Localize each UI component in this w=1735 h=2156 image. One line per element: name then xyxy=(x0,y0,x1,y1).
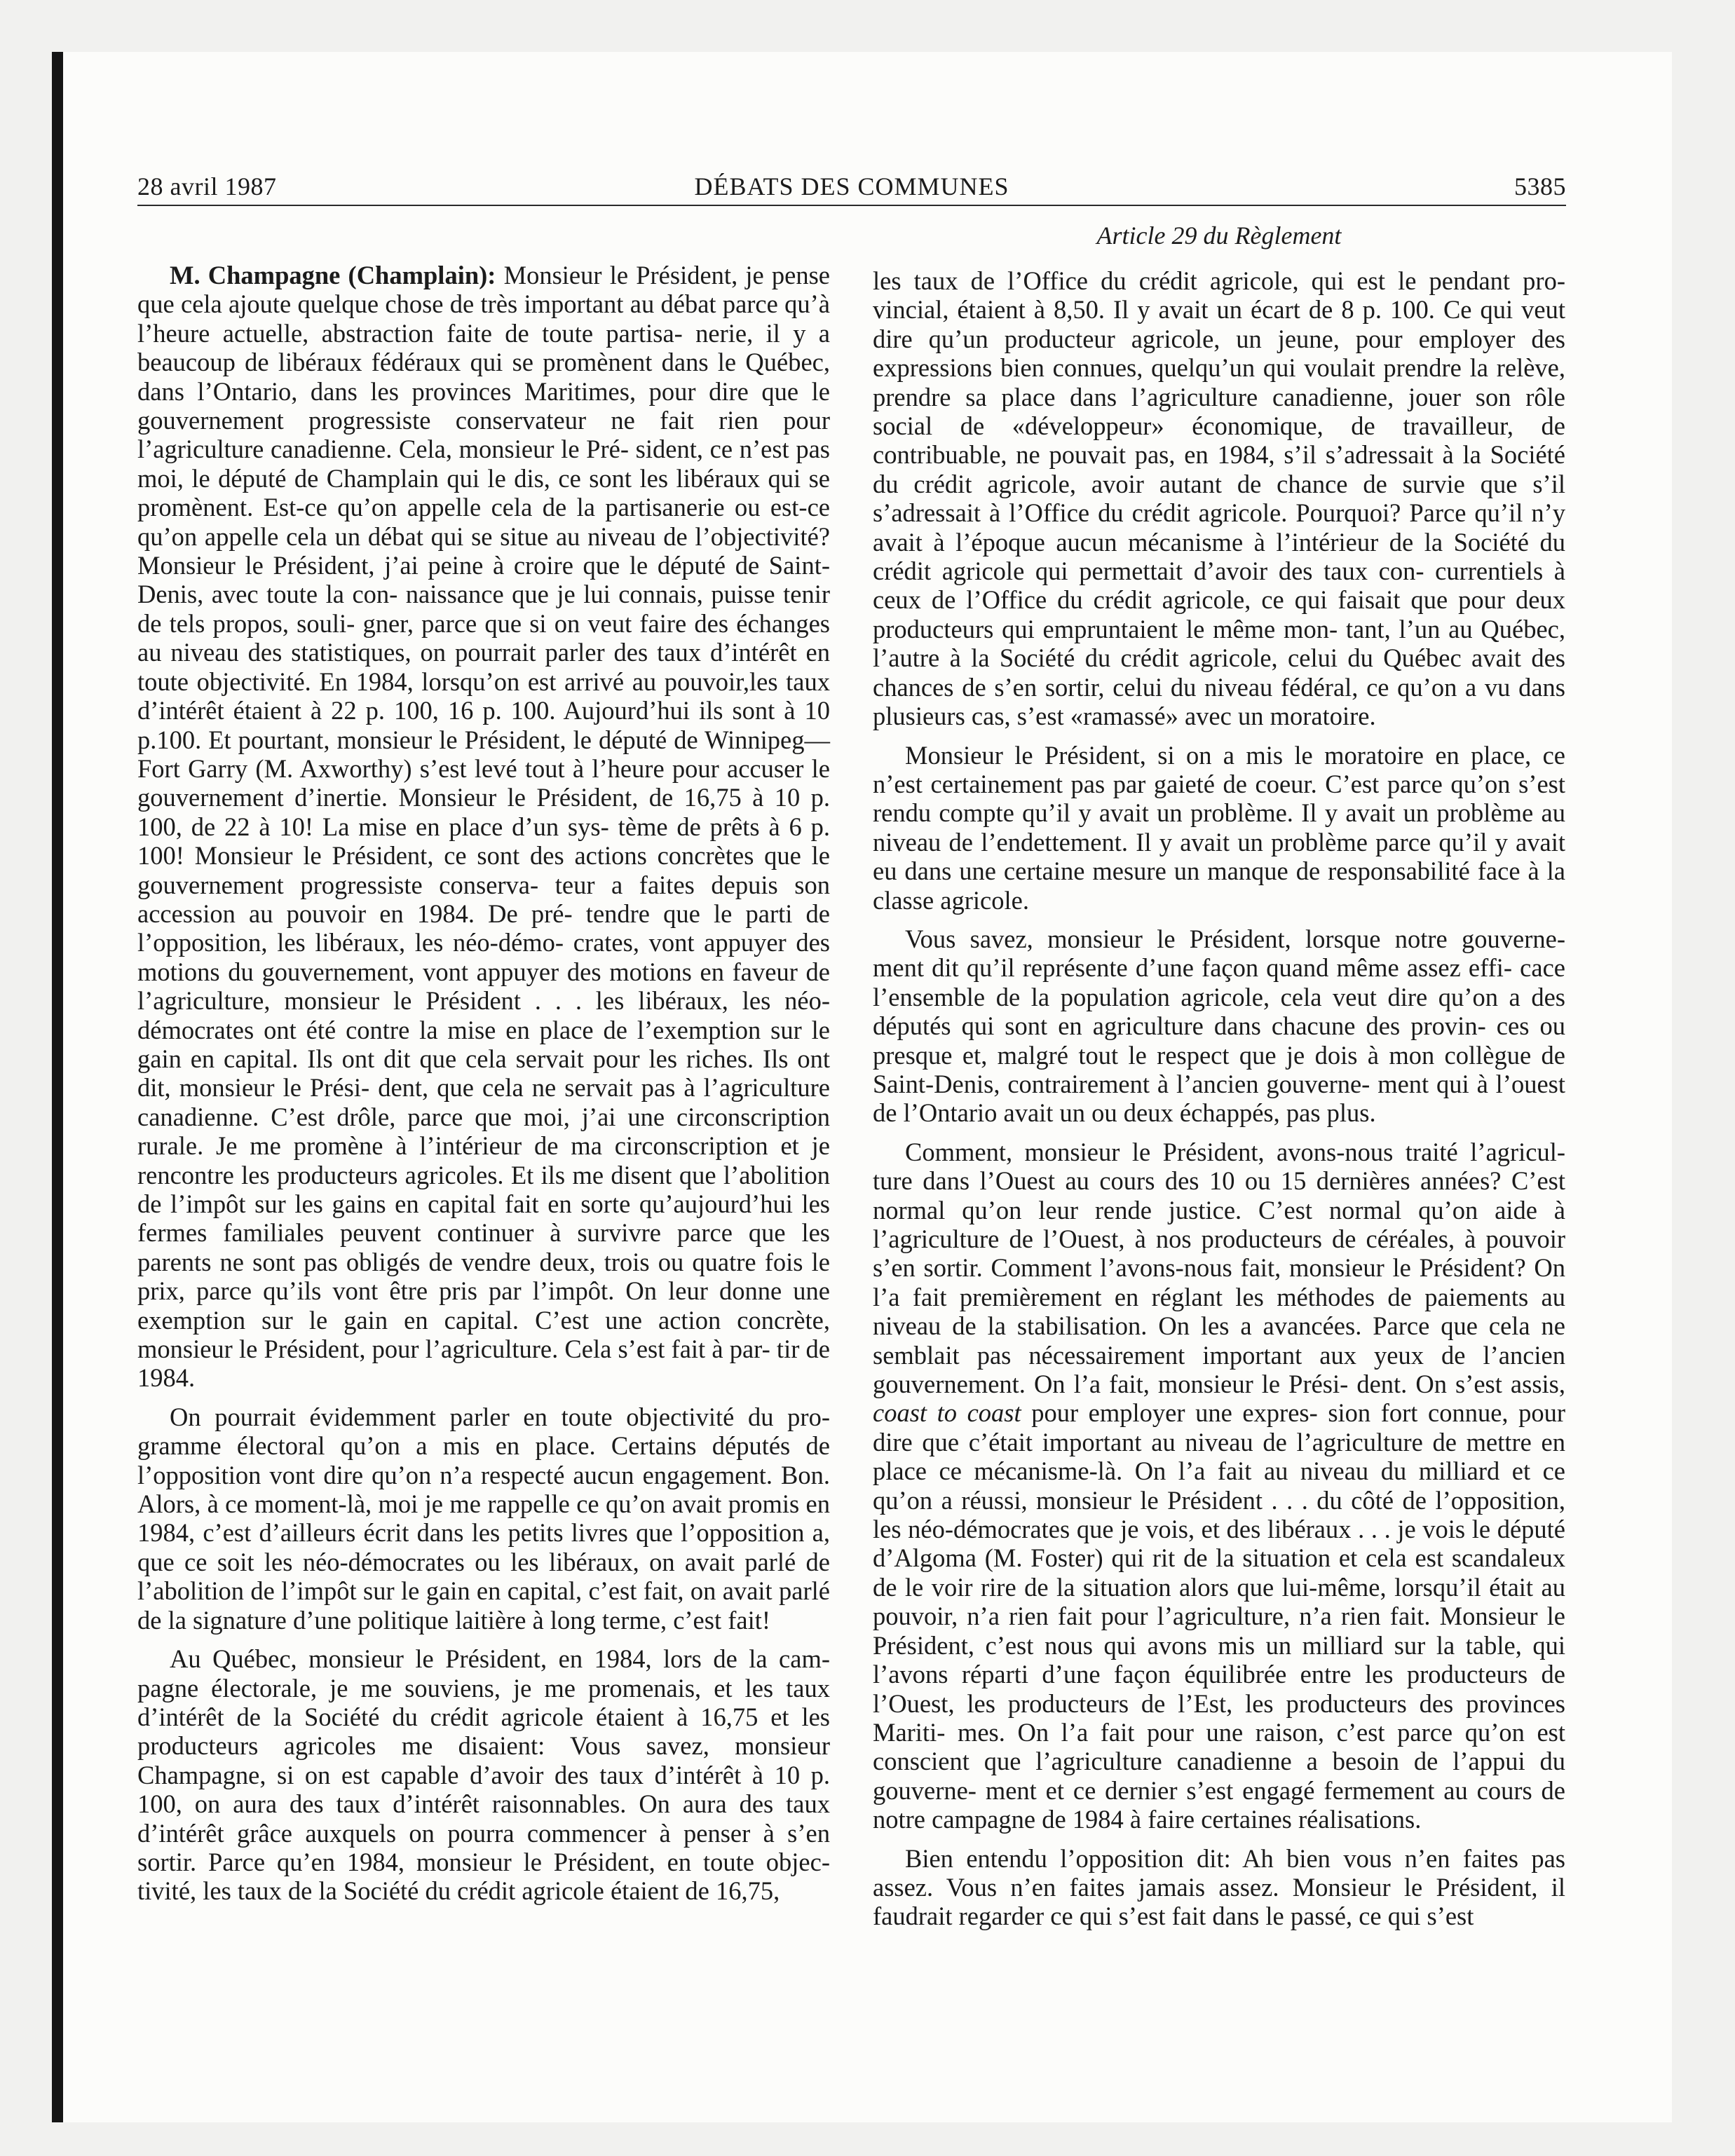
section-heading: Article 29 du Règlement xyxy=(1096,221,1342,250)
paragraph: On pourrait évidemment parler en toute objectivité du pro- gramme électoral qu’on a mis en place. Certains députés de l’opposition vont dire qu’on n’a respecté aucun engagement. Bon. Alors, à ce moment-là, moi je me rappelle ce qu’on avait promis en 1984, c’est d’ailleurs écrit dans les petits livres que l’opposition a, que ce soit les néo-démocrates ou les libéraux, on avait parlé de l’abolition de l’impôt sur le gain en capital, c’est fait, on avait parlé de la signature d’une politique laitière à long terme, c’est fait! xyxy=(137,1402,830,1635)
left-column xyxy=(137,261,830,2097)
binding-shadow xyxy=(52,52,63,2122)
speaker-name: M. Champagne (Champlain): xyxy=(170,261,496,289)
publication-title: DÉBATS DES COMMUNES xyxy=(694,172,1009,200)
header-date: 28 avril 1987 xyxy=(137,172,277,200)
paragraph xyxy=(873,1138,1565,1834)
paragraph xyxy=(137,261,830,1393)
right-column xyxy=(873,266,1565,2103)
paragraph: Monsieur le Président, si on a mis le moratoire en place, ce n’est certainement pas par gaieté de coeur. C’est parce qu’on s’est rendu compte qu’il y avait un problème. Il y avait un problème au niveau de l’endettement. Il y avait un problème parce qu’il y avait eu dans une certaine mesure un manque de responsabilité face à la classe agricole. xyxy=(873,740,1565,915)
paragraph-text: Monsieur le Président, je pense que cela ajoute quelque chose de très important au débat parce qu’à l’heure actuelle, abstraction faite de toute partisa- nerie, il y a beaucoup de libéraux fédéraux qui se promènent dans le Québec, dans l’Ontario, dans les provinces Maritimes, pour dire que le gouvernement progressiste conservateur ne fait rien pour l’agriculture canadienne. Cela, monsieur le Pré- sident, ce n’est pas moi, le député de Champlain qui le dis, ce sont les libéraux qui se promènent. Est-ce qu’on appelle cela de la partisanerie ou est-ce qu’on appelle cela un débat qui se situe au niveau de l’objectivité? Monsieur le Président, j’ai peine à croire que le député de Saint-Denis, avec toute la con- naissance que je lui connais, puisse tenir de tels propos, souli- gner, parce que si on veut faire des échanges au niveau des statistiques, on pourrait parler des taux d’intérêt en toute objectivité. En 1984, lorsqu’on est arrivé au pouvoir,les taux d’intérêt étaient à 22 p. 100, 16 p. 100. Aujourd’hui ils sont à 10 p.100. Et pourtant, monsieur le Président, le député de Winnipeg—Fort Garry (M. Axworthy) s’est levé tout à l’heure pour accuser le gouvernement d’inertie. Monsieur le Président, de 16,75 à 10 p. 100, de 22 à 10! La mise en place d’un sys- tème de prêts à 6 p. 100! Monsieur le Président, ce sont des actions concrètes que le gouvernement progressiste conserva- teur a faites depuis son accession au pouvoir en 1984. De pré- tendre que le parti de l’opposition, les libéraux, les néo-démo- crates, vont appuyer des motions du gouvernement, vont appuyer des motions en faveur de l’agriculture, monsieur le Président . . . les libéraux, les néo-démocrates ont été contre la mise en place de l’exemption sur le gain en capital. Ils ont dit que cela servait pour les riches. Ils ont dit, monsieur le Prési- dent, que cela ne servait pas à l’agriculture canadienne. C’est drôle, parce que moi, j’ai une circonscription rurale. Je me promène à l’intérieur de ma circonscription et je rencontre les producteurs agricoles. Et ils me disent que l’abolition de l’impôt sur les gains en capital fait en sorte qu’aujourd’hui les fermes familiales peuvent continuer à survivre parce que les parents ne sont pas obligés de vendre deux, trois ou quatre fois le prix, parce qu’ils vont être pris par l’impôt. On leur donne une exemption sur le gain en capital. C’est une action concrète, monsieur le Président, pour l’agriculture. Cela s’est fait à par- tir de 1984. xyxy=(137,261,830,1393)
paragraph-continued: les taux de l’Office du crédit agricole, qui est le pendant pro- vincial, étaient à 8,50. Il y avait un écart de 8 p. 100. Ce qui veut dire qu’un producteur agricole, un jeune, pour employer des expressions bien connues, quelqu’un qui voulait prendre la relève, prendre sa place dans l’agriculture canadienne, jouer son rôle social de «développeur» économique, de travailleur, de contribuable, ne pouvait pas, en 1984, s’il s’adressait à la Société du crédit agricole, avoir autant de chance de survie que s’il s’adressait à l’Office du crédit agricole. Pourquoi? Parce qu’il n’y avait à l’époque aucun mécanisme à l’intérieur de la Société du crédit agricole qui permettait d’avoir des taux con- currentiels à ceux de l’Office du crédit agricole, ce qui faisait que pour deux producteurs qui empruntaient le même mon- tant, l’un au Québec, l’autre à la Société du crédit agricole, celui du Québec avait des chances de s’en sortir, celui du niveau fédéral, ce qu’on a vu dans plusieurs cas, s’est «ramassé» avec un moratoire. xyxy=(873,266,1565,731)
page-number: 5385 xyxy=(1514,172,1566,200)
italic-phrase: coast to coast xyxy=(873,1398,1021,1428)
paragraph-text: Comment, monsieur le Président, avons-nous traité l’agricul- ture dans l’Ouest au cours des 10 ou 15 dernières années? C’est normal qu’on leur rende justice. C’est normal qu’on aide à l’agriculture de l’Ouest, à nos producteurs de céréales, à pouvoir s’en sortir. Comment l’avons-nous fait, monsieur le Président? On l’a fait premièrement en réglant les méthodes de paiements au niveau de la stabilisation. On les a avancées. Parce que cela ne semblait pas nécessairement important aux yeux de l’ancien gouvernement. On l’a fait, monsieur le Prési- dent. On s’est assis, xyxy=(873,1137,1565,1399)
paragraph: Bien entendu l’opposition dit: Ah bien vous n’en faites pas assez. Vous n’en faites jamais assez. Monsieur le Président, il faudrait regarder ce qui s’est fait dans le passé, ce qui s’est xyxy=(873,1843,1565,1931)
paragraph: Au Québec, monsieur le Président, en 1984, lors de la cam- pagne électorale, je me souviens, je me promenais, et les taux d’intérêt de la Société du crédit agricole étaient à 16,75 et les producteurs agricoles me disaient: Vous savez, monsieur Champagne, si on est capable d’avoir des taux d’intérêt à 10 p. 100, on aura des taux d’intérêt raisonnables. On aura des taux d’intérêt grâce auxquels on pourra commencer à penser à s’en sortir. Parce qu’en 1984, monsieur le Président, en toute objec- tivité, les taux de la Société du crédit agricole étaient de 16,75, xyxy=(137,1644,830,1906)
paragraph: Vous savez, monsieur le Président, lorsque notre gouverne- ment dit qu’il représente d’une façon quand même assez effi- cace l’ensemble de la population agricole, cela veut dire qu’on a des députés qui sont en agriculture dans chacune des provin- ces ou presque et, malgré tout le respect que je dois à mon collègue de Saint-Denis, contrairement à l’ancien gouverne- ment qui à l’ouest de l’Ontario avait un ou deux échappés, pas plus. xyxy=(873,924,1565,1128)
running-header xyxy=(137,170,1566,203)
header-rule xyxy=(137,205,1566,206)
paragraph-text: pour employer une expres- sion fort connue, pour dire que c’était important au niveau de l’agriculture de mettre en place ce mécanisme-là. On l’a fait au niveau du milliard et ce qu’on a réussi, monsieur le Président . . . du côté de l’opposition, les néo-démocrates que je vois, et des libéraux . . . je vois le député d’Algoma (M. Foster) qui rit de la situation et cela est scandaleux de le voir rire de la situation alors que lui-même, lorsqu’il était au pouvoir, n’a rien fait pour l’agriculture, n’a rien fait. Monsieur le Président, c’est nous qui avons mis un milliard sur la table, qui l’avons réparti d’une façon équilibrée entre les producteurs de l’Ouest, les producteurs de l’Est, les producteurs des provinces Mariti- mes. On l’a fait pour une raison, c’est parce qu’on est conscient que l’agriculture canadienne a besoin de l’appui du gouverne- ment et ce dernier s’est engagé fermement au cours de notre campagne de 1984 à faire certaines réalisations. xyxy=(873,1398,1565,1834)
